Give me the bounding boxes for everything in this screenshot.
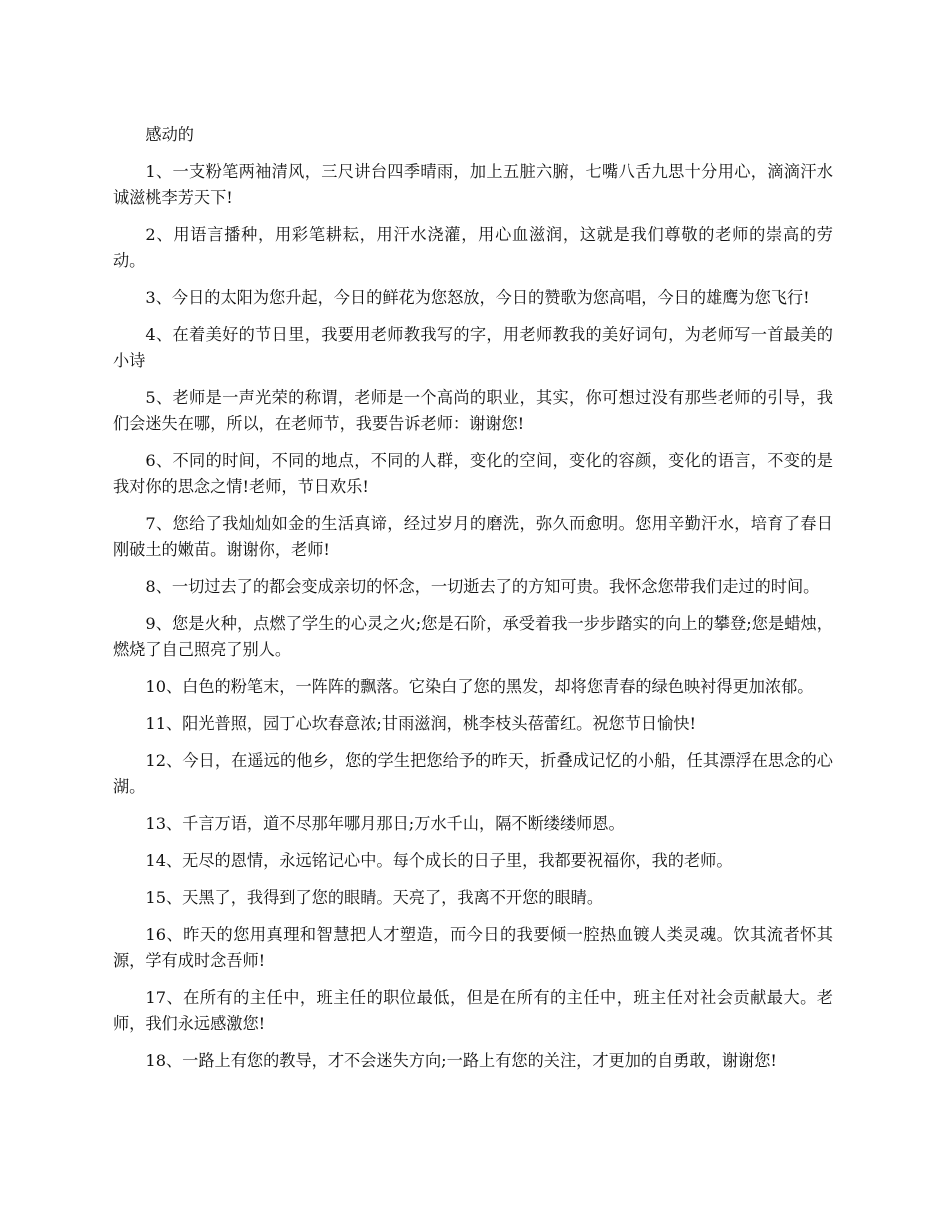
paragraph-10: 10、白色的粉笔末，一阵阵的飘落。它染白了您的黑发，却将您青春的绿色映衬得更加浓郁。 xyxy=(145,677,814,696)
paragraph-1: 1、一支粉笔两袖清风，三尺讲台四季晴雨，加上五脏六腑，七嘴八舌九思十分用心，滴滴汗水诚滋桃李芳天下! xyxy=(113,162,833,207)
paragraph-8: 8、一切过去了的都会变成亲切的怀念，一切逝去了的方知可贵。我怀念您带我们走过的时间。 xyxy=(145,577,820,596)
paragraph-14: 14、无尽的恩情，永远铭记心中。每个成长的日子里，我都要祝福你，我的老师。 xyxy=(145,851,733,870)
paragraph-11: 11、阳光普照，园丁心坎春意浓;甘雨滋润，桃李枝头蓓蕾红。祝您节日愉快! xyxy=(145,714,696,733)
paragraph-4: 4、在着美好的节日里，我要用老师教我写的字，用老师教我的美好词句，为老师写一首最美的小诗 xyxy=(113,325,833,370)
paragraph-5: 5、老师是一声光荣的称谓，老师是一个高尚的职业，其实，你可想过没有那些老师的引导，我们会迷失在哪，所以，在老师节，我要告诉老师：谢谢您! xyxy=(113,388,833,433)
paragraph-17: 17、在所有的主任中，班主任的职位最低，但是在所有的主任中，班主任对社会贡献最大。老师，我们永远感激您! xyxy=(113,988,833,1033)
paragraph-13: 13、千言万语，道不尽那年哪月那日;万水千山，隔不断缕缕师恩。 xyxy=(145,814,625,833)
paragraph-2: 2、用语言播种，用彩笔耕耘，用汗水浇灌，用心血滋润，这就是我们尊敬的老师的崇高的劳动。 xyxy=(113,225,833,270)
document-body xyxy=(113,122,833,1085)
paragraph-16: 16、昨天的您用真理和智慧把人才塑造，而今日的我要倾一腔热血镀人类灵魂。饮其流者怀其源，学有成时念吾师! xyxy=(113,925,833,970)
paragraph-7: 7、您给了我灿灿如金的生活真谛，经过岁月的磨洗，弥久而愈明。您用辛勤汗水，培育了春日刚破土的嫩苗。谢谢你，老师! xyxy=(113,514,833,559)
paragraph-12: 12、今日，在遥远的他乡，您的学生把您给予的昨天，折叠成记忆的小船，任其漂浮在思念的心湖。 xyxy=(113,751,833,796)
paragraph-9: 9、您是火种，点燃了学生的心灵之火;您是石阶，承受着我一步步踏实的向上的攀登;您是蜡烛，燃烧了自己照亮了别人。 xyxy=(113,614,833,659)
paragraph-15: 15、天黑了，我得到了您的眼睛。天亮了，我离不开您的眼睛。 xyxy=(145,888,604,907)
paragraph-3: 3、今日的太阳为您升起，今日的鲜花为您怒放，今日的赞歌为您高唱，今日的雄鹰为您飞行! xyxy=(145,288,810,307)
paragraph-18: 18、一路上有您的教导，才不会迷失方向;一路上有您的关注，才更加的自勇敢，谢谢您! xyxy=(145,1051,777,1070)
paragraph-6: 6、不同的时间，不同的地点，不同的人群，变化的空间，变化的容颜，变化的语言，不变的是我对你的思念之情!老师，节日欢乐! xyxy=(113,451,833,496)
document-heading: 感动的 xyxy=(145,125,194,144)
